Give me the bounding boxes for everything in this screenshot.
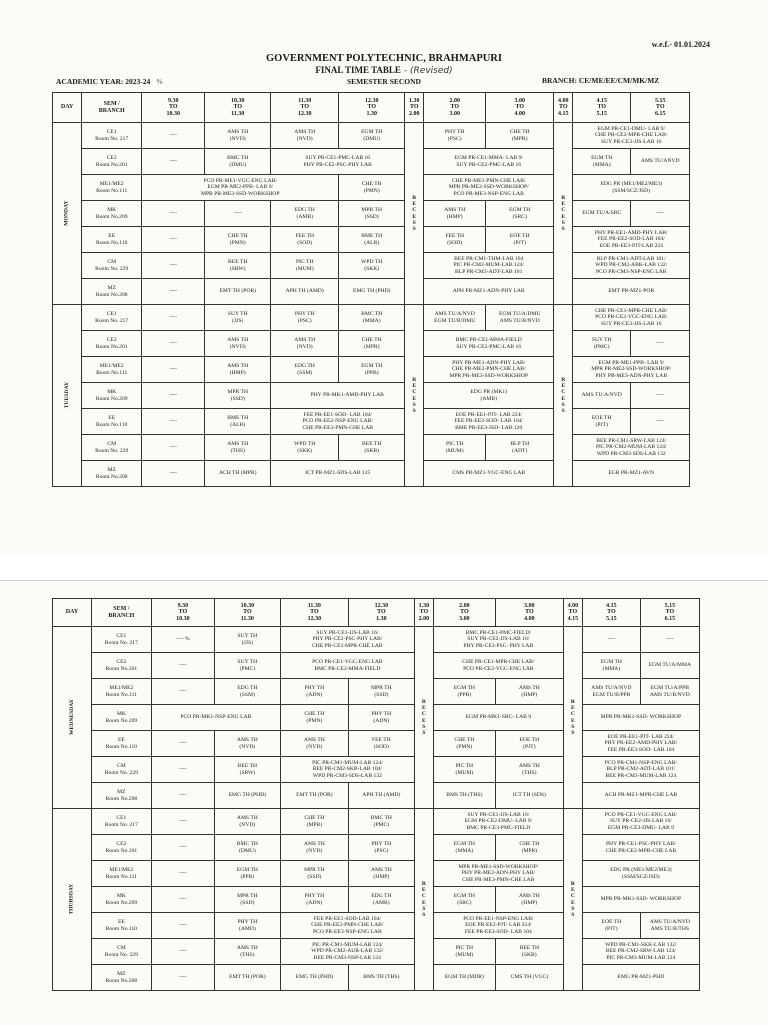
header-slot-1: 9.30 TO 10.30 <box>151 599 214 627</box>
timetable-cell: AMS TH (HMP) <box>205 357 271 383</box>
timetable-cell: SUY PR-CE1-JJS-LAB 16/ PHY PR-CE2-PSC-PHY LAB/ CHE PR-CE3-MPR-CHE LAB <box>280 627 414 653</box>
timetable-cell: PIC PR-CM1-MUM-LAB 124/ WPD PR-CM2-AUR-LAB 132/ BEE PR-CM3-NSP-LAB 124 <box>280 939 414 965</box>
table-row <box>53 175 690 201</box>
timetable-cell: EGM TU/A/DMU AMS TU/B/NVD <box>486 305 554 331</box>
timetable-cell: ---- <box>142 461 205 487</box>
timetable-cell: AMS TH (NVD) <box>271 331 339 357</box>
timetable-cell: EDG TH (AMB) <box>271 201 339 227</box>
header-sem-branch: SEM / BRANCH <box>91 599 151 627</box>
recess-cell: R E C E S S <box>563 627 582 809</box>
branch-cell: ME1/ME2 Room No.111 <box>91 679 151 705</box>
branch-cell: CM Room No. 229 <box>91 757 151 783</box>
table-row <box>53 705 700 731</box>
timetable-cell: BMC PR-CE1-MMA-FIELD SUY PR-CE2-PMC-LAB 16 <box>424 331 554 357</box>
timetable-cell: EGM TH (MDR) <box>433 965 495 991</box>
timetable-cell: BMC TH (PMC) <box>348 809 414 835</box>
timetable-cell: ---- <box>151 653 214 679</box>
timetable-cell: MPR TH (SSD) <box>205 383 271 409</box>
branch-cell: CE1 Room No. 217 <box>82 305 142 331</box>
timetable-cell: CMS PR-MZ1-VGC-ENG LAB <box>424 461 554 487</box>
timetable-cell: EGM PR-CE1-MMA- LAB 9/ SUY PR-CE2-PMC-LAB 16 <box>424 149 554 175</box>
day-wednesday <box>53 627 92 809</box>
timetable-cell: BEE TH (SKB) <box>339 435 405 461</box>
timetable-cell: AMS TU/A/NVD EGM TU/B/DMU <box>424 305 486 331</box>
timetable-cell: PCO PR-CE1-VGC-ENG LAB/ SUY PR-CE2-JJS-LAB 16/ EGM PR-CE3-DMU- LAB 9 <box>582 809 699 835</box>
timetable-cell: AMS TU/ANVD <box>631 149 690 175</box>
timetable-cell: EGM TH (MMA) <box>573 149 631 175</box>
timetable-cell: EMG TH (PHD) <box>339 279 405 305</box>
academic-year-mark: % <box>156 77 163 86</box>
table-row <box>53 331 690 357</box>
table-row <box>53 679 700 705</box>
table-row <box>53 861 700 887</box>
timetable-cell: EOE TH (PJT) <box>582 913 640 939</box>
timetable-cell: PHY TH (AMD) <box>214 913 280 939</box>
timetable-cell: EDG TH (SSM) <box>271 357 339 383</box>
timetable-cell: CMS TH (VGC) <box>495 965 563 991</box>
timetable-cell: PHY TH (ADN) <box>348 705 414 731</box>
timetable-cell: PCO PR-EE1-NSP-ENG LAB/ EOE PR-EE2-PJT- LAB 224/ FEE PR-EE3-SOD- LAB 104 <box>433 913 563 939</box>
timetable-cell: AMS TH (HMP) <box>348 861 414 887</box>
timetable-cell: PHY PR-ME1-ADN-PHY LAB/ CHE PR-ME2-PMN-CHE LAB/ MPR PR-ME3-SSD-WORKSHOP <box>424 357 554 383</box>
timetable-cell: AMS TH (HMP) <box>495 887 563 913</box>
header-day: DAY <box>53 93 82 123</box>
header-row <box>53 599 700 627</box>
branch-cell: MK Room No.209 <box>91 705 151 731</box>
branch-cell: EE Room No.110 <box>82 227 142 253</box>
table-row <box>53 461 690 487</box>
timetable-cell: SUY TH (JJS) <box>205 305 271 331</box>
timetable-cell: AMS TH (THS) <box>214 939 280 965</box>
branch-cell: CM Room No. 229 <box>82 253 142 279</box>
timetable-cell: BMC TH (DMU) <box>214 835 280 861</box>
timetable-cell: EOE PR-EE1-PJT- LAB 224/ PHY PR-EE2-AMD-PHY LAB/ FEE PR-EE3-SOD- LAB 104 <box>582 731 699 757</box>
timetable-cell: BLP PR-CM1-ADT-LAB 101/ WPD PR-CM2-ABK-LAB 132/ PCO PR-CM3-NSP-ENG LAB <box>573 253 690 279</box>
timetable-cell: ACH PR-MZ1-MPR-CHE LAB <box>582 783 699 809</box>
branch-cell: MZ Room No.208 <box>82 279 142 305</box>
header-slot-8: 4.00 TO 4.15 <box>563 599 582 627</box>
timetable-cell: SUY TH (PMC) <box>214 653 280 679</box>
timetable-cell: AMS TH (NVD) <box>280 835 348 861</box>
timetable-cell: ---- <box>631 331 690 357</box>
header-slot-7: 3.00 TO 4.00 <box>495 599 563 627</box>
header-slot-5: 1.30 TO 2.00 <box>414 599 433 627</box>
recess-cell: R E C E S S <box>405 305 424 487</box>
table-row <box>53 383 690 409</box>
timetable-cell: WPD PR-CM1-SKK-LAB 132/ BEE PR-CM2-SRW-LAB 124/ PIC PR-CM3-MUM-LAB 124 <box>582 939 699 965</box>
timetable-cell: ---- <box>205 201 271 227</box>
table-row <box>53 835 700 861</box>
timetable-cell: EMT TH (POR) <box>205 279 271 305</box>
timetable-cell: EMT TH (POR) <box>280 783 348 809</box>
timetable-cell: EOE TH (PJT) <box>495 731 563 757</box>
timetable-cell: WPD TH (SKK) <box>271 435 339 461</box>
branch-cell: CE1 Room No. 217 <box>82 123 142 149</box>
academic-year-label: ACADEMIC YEAR: 2023-24 <box>56 77 151 86</box>
timetable-cell: SUY TH (PMC) <box>573 331 631 357</box>
table-row <box>53 913 700 939</box>
timetable-page-2 <box>0 580 768 1025</box>
branch-cell: CM Room No. 229 <box>82 435 142 461</box>
branch-cell: EE Room No.110 <box>91 731 151 757</box>
timetable-cell: PHY PR-CE1-PSC-PHY LAB/ CHE PR-CE2-MPR-CHE LAB <box>582 835 699 861</box>
branch-cell: ME1/ME2 Room No.111 <box>82 175 142 201</box>
semester-label: SEMESTER SECOND <box>347 77 421 86</box>
timetable-cell: PIC PR-CM1-MUM-LAB 124/ BEE PR-CM2-SKB-LAB 104/ WPD PR-CM3-SDS-LAB 132 <box>280 757 414 783</box>
college-name: GOVERNMENT POLYTECHNIC, BRAHMAPURI <box>266 53 502 64</box>
header-slot-6: 2.00 TO 3.00 <box>433 599 495 627</box>
table-row <box>53 939 700 965</box>
table-row <box>53 653 700 679</box>
timetable-cell: PHY PR-MK1-AMD-PHY LAB <box>271 383 424 409</box>
timetable-cell: EOE PR-EE1-PJT- LAB 224/ FEE PR-EE2-SOD- LAB 104/ BME PR-EE3-JSD- LAB 120 <box>424 409 554 435</box>
timetable-cell: ---- <box>151 939 214 965</box>
table-row <box>53 253 690 279</box>
header-slot-4: 12.30 TO 1.30 <box>339 93 405 123</box>
timetable-cell: ---- <box>142 409 205 435</box>
timetable-cell: PIC TH (MUM) <box>433 757 495 783</box>
timetable-cell: CHE TH (PMN) <box>433 731 495 757</box>
timetable-cell: AMS TH (THS) <box>495 757 563 783</box>
timetable-cell: ---- <box>142 253 205 279</box>
timetable-cell: ---- <box>142 383 205 409</box>
header-slot-2: 10.30 TO 11.30 <box>214 599 280 627</box>
header-slot-4: 12.30 TO 1.30 <box>348 599 414 627</box>
timetable-cell: CHE TH (MPR) <box>486 123 554 149</box>
timetable-cell: AMS TH (NVD) <box>280 731 348 757</box>
timetable-cell: PHY TH (ADN) <box>280 887 348 913</box>
branch-cell: CM Room No. 229 <box>91 939 151 965</box>
timetable-cell: PCO PR-ME1-VGC-ENG LAB/ EGM PR-ME2-PPB- LAB 9/ MPR PR-ME3-SSD-WORKSHOP <box>142 175 339 201</box>
header-slot-3: 11.30 TO 12.30 <box>280 599 348 627</box>
table-row <box>53 227 690 253</box>
day-label: WEDNESDAY <box>68 699 75 736</box>
timetable-cell: AMS TH (THS) <box>205 435 271 461</box>
timetable-cell: BMS TH (THS) <box>348 965 414 991</box>
timetable-cell: EDG PR (ME1/ME2/ME3) (SSM/SCZ/JSD) <box>573 175 690 201</box>
timetable-cell: ---- <box>142 149 205 175</box>
timetable-cell: EGM TH (MMA) <box>433 835 495 861</box>
timetable-cell: PHY TH (PSC) <box>348 835 414 861</box>
timetable-cell: CHE PR-CE1-MPR-CHE LAB/ PCO PR-CE2-VGC-ENG LAB/ SUY PR-CE3-JJS-LAB 16 <box>573 305 690 331</box>
timetable-cell: FEE PR-EE1-SOD-LAB 104/ CHE PR-EE2-PMN-CHE LAB/ PCO PR-EE3-NSP-ENG LAB <box>280 913 414 939</box>
day-thursday <box>53 809 92 991</box>
branch-cell: CE2 Room No.201 <box>91 835 151 861</box>
timetable-cell: AMS TH (HMP) <box>424 201 486 227</box>
timetable-cell: EOE TH (PJT) <box>573 409 631 435</box>
table-row <box>53 279 690 305</box>
timetable-cell: EGM TH (PPB) <box>339 357 405 383</box>
branch-cell: EE Room No.110 <box>91 913 151 939</box>
timetable-cell: PCO PR-CM1-NSP-ENG LAB/ BLP PR-CM2-ADT-LAB 101/ BEE PR-CM3-MUM-LAB 124 <box>582 757 699 783</box>
timetable-cell: EGM TU/A/MMA <box>640 653 699 679</box>
header-slot-8: 4.00 TO 4.15 <box>554 93 573 123</box>
header-slot-9: 4.15 TO 5.15 <box>573 93 631 123</box>
timetable-cell: EDG PR (MK1) (AMB) <box>424 383 554 409</box>
timetable-cell: BMS TH (THS) <box>433 783 495 809</box>
timetable-cell: EGM TH (SRC) <box>433 887 495 913</box>
timetable-cell: ---- <box>151 783 214 809</box>
timetable-cell: ---- <box>151 731 214 757</box>
day-label: THURSDAY <box>68 884 75 915</box>
timetable-cell: MPR TH (SSD) <box>348 679 414 705</box>
header-slot-5: 1.30 TO 2.00 <box>405 93 424 123</box>
table-row <box>53 783 700 809</box>
timetable-cell: EGM TH (DMU) <box>339 123 405 149</box>
table-row <box>53 757 700 783</box>
timetable-cell: CHE TH (MPR) <box>280 809 348 835</box>
branch-cell: CE2 Room No.201 <box>91 653 151 679</box>
table-row <box>53 627 700 653</box>
header-sem-branch: SEM / BRANCH <box>82 93 142 123</box>
table-row <box>53 357 690 383</box>
recess-cell: R E C E S S <box>405 123 424 305</box>
branch-label: BRANCH: CE/ME/EE/CM/MK/MZ <box>542 76 660 85</box>
timetable-cell: ACH TH (MPR) <box>205 461 271 487</box>
revised-note: - (Revised) <box>403 66 453 76</box>
timetable-cell: AMS TH (HMP) <box>495 679 563 705</box>
branch-cell: CE2 Room No.201 <box>82 149 142 175</box>
timetable-cell: EMG PR-MZ1-PHD <box>582 965 699 991</box>
timetable-cell: ---- <box>142 123 205 149</box>
timetable-cell: FEE TH (SOD) <box>271 227 339 253</box>
timetable-cell: FEE PR-EE1-SOD- LAB 104/ PCO PR-EE2-NSP-ENG LAB/ CHE PR-EE3-PMN-CHE LAB <box>271 409 405 435</box>
timetable-cell: PHY TH (PSC) <box>424 123 486 149</box>
table-row <box>53 123 690 149</box>
timetable-cell: MPR PR-ME1-SSD-WORKSHOP/ PHY PR-ME2-ADN-PHY LAB/ CHE PR-ME3-PMN-CHE LAB <box>433 861 563 887</box>
timetable-cell: APH TH (AMD) <box>348 783 414 809</box>
timetable-cell: EMG TH (PHD) <box>214 783 280 809</box>
branch-cell: MZ Room No.208 <box>91 965 151 991</box>
branch-cell: ME1/ME2 Room No.111 <box>82 357 142 383</box>
timetable-cell: AMS TU/A/NVD AMS TU/B/THS <box>640 913 699 939</box>
timetable-cell: WPD TH (SKK) <box>339 253 405 279</box>
timetable-cell: AMS TH (NVD) <box>214 731 280 757</box>
timetable-cell: CHE PR-CE1-MPR-CHE LAB/ PCO PR-CE2-VGC-ENG LAB <box>433 653 563 679</box>
timetable-cell: EGM TU/A/SRC <box>573 201 631 227</box>
timetable-cell: PCO PR-CE1-VGC-ENG LAB BMC PR-CE2-MMA-FIELD <box>280 653 414 679</box>
timetable-cell: EGM TH (PPB) <box>214 861 280 887</box>
timetable-cell: AMS TH (NVD) <box>271 123 339 149</box>
timetable-cell: ---- <box>631 409 690 435</box>
timetable-cell: CHE PR-ME1-PMN-CHE LAB/ MPR PR-ME2-SSD-WORKSHOP/ PCO PR-ME3-NSP-ENG LAB <box>424 175 554 201</box>
timetable-cell: ---- <box>582 627 640 653</box>
day-label: TUESDAY <box>64 382 71 409</box>
timetable-cell: ---- <box>142 357 205 383</box>
header-slot-1: 9.30 TO 10.30 <box>142 93 205 123</box>
timetable-cell: MPR TH (SSD) <box>280 861 348 887</box>
timetable-cell: FEE TH (SOD) <box>424 227 486 253</box>
branch-cell: MK Room No.209 <box>82 201 142 227</box>
timetable-cell: BLP TH (ADT) <box>486 435 554 461</box>
timetable-cell: APH PR-MZ1-ADN-PHY LAB <box>424 279 554 305</box>
timetable-cell: ---- <box>151 887 214 913</box>
header-slot-10: 5.15 TO 6.15 <box>631 93 690 123</box>
timetable-cell: CHE TH (PMN) <box>205 227 271 253</box>
timetable-cell: PHY TH (PSC) <box>271 305 339 331</box>
timetable-cell: AMS TH (NVD) <box>205 331 271 357</box>
header-slot-9: 4.15 TO 5.15 <box>582 599 640 627</box>
timetable-cell: BEE TH (SRW) <box>214 757 280 783</box>
timetable-cell: EDG TH (SSM) <box>214 679 280 705</box>
timetable-wed-thu <box>52 598 700 991</box>
day-tuesday <box>53 305 82 487</box>
header-slot-7: 3.00 TO 4.00 <box>486 93 554 123</box>
timetable-cell: ---- <box>151 809 214 835</box>
timetable-cell: MPR TH (SSD) <box>214 887 280 913</box>
timetable-cell: ---- <box>142 435 205 461</box>
timetable-cell: MPR TH (SSD) <box>339 201 405 227</box>
timetable-cell: EGR PR-MZ1-AVN <box>573 461 690 487</box>
timetable-cell: PCO PR-MK1-NSP-ENG LAB <box>151 705 280 731</box>
timetable-cell: ---- <box>142 279 205 305</box>
timetable-cell: ICT PR-MZ1-SDS-LAB 125 <box>271 461 405 487</box>
timetable-cell: PIC TH (MUM) <box>424 435 486 461</box>
branch-cell: CE2 Room No.201 <box>82 331 142 357</box>
recess-cell: R E C E S S <box>563 809 582 991</box>
recess-cell: R E C E S S <box>414 809 433 991</box>
branch-cell: EE Room No.110 <box>82 409 142 435</box>
timetable-cell: ---- <box>151 861 214 887</box>
branch-cell: CE1 Room No. 217 <box>91 627 151 653</box>
timetable-cell: BMC TH (DMU) <box>205 149 271 175</box>
timetable-cell: EMT TH (POR) <box>214 965 280 991</box>
day-monday <box>53 123 82 305</box>
timetable-cell: EOE TH (PJT) <box>486 227 554 253</box>
academic-year <box>56 77 163 86</box>
timetable-cell: ---- <box>631 201 690 227</box>
branch-cell: MZ Room No.208 <box>91 783 151 809</box>
timetable-cell: BME TH (ALR) <box>205 409 271 435</box>
timetable-cell: BEE TH (SKB) <box>495 939 563 965</box>
timetable-cell: EGM PR-ME1-PPB- LAB 9/ MPR PR-ME2-SSD-WORKSHOP/ PHY PR-ME3-ADN-PHY LAB <box>573 357 690 383</box>
timetable-cell: BMC PR-CE1-PMC-FIELD/ SUY PR-CE2-JJS-LAB 16/ PHY PR-CE3-PSC- PHY LAB <box>433 627 563 653</box>
timetable-cell: BEE TH (SRW) <box>205 253 271 279</box>
table-row <box>53 149 690 175</box>
timetable-cell: EGM PR-MK1-SRC- LAB 9 <box>433 705 563 731</box>
branch-cell: MK Room No.209 <box>82 383 142 409</box>
timetable-cell: ---- <box>142 305 205 331</box>
timetable-cell: BEE PR-CM1-THM-LAB 104 PIC PR-CM2-MUM-LAB 124/ BLP PR-CM3-ADT-LAB 101 <box>424 253 554 279</box>
branch-cell: MK Room No.209 <box>91 887 151 913</box>
timetable-cell: BEE PR-CM1-SRW-LAB 124/ PIC PR-CM2-MUM-LAB 124/ WPD PR-CM3-SDS-LAB 132 <box>573 435 690 461</box>
timetable-cell: CHE TH (MPR) <box>495 835 563 861</box>
timetable-cell: APH TH (AMD) <box>271 279 339 305</box>
table-row <box>53 305 690 331</box>
timetable-cell: EGM TH (PPB) <box>433 679 495 705</box>
timetable-cell: ---- <box>640 627 699 653</box>
header-slot-3: 11.30 TO 12.30 <box>271 93 339 123</box>
timetable-cell: EGM TH (MMA) <box>582 653 640 679</box>
table-row <box>53 965 700 991</box>
branch-cell: CE1 Room No. 217 <box>91 809 151 835</box>
timetable-cell: ---- <box>151 965 214 991</box>
timetable-cell: EMT PR-MZ1-POR <box>573 279 690 305</box>
timetable-mon-tue <box>52 92 690 487</box>
timetable-cell: SUY PR-CE1-JJS-LAB 16/ EGM PR-CE2-DMU- LAB 9/ BMC PR-CE3-PMC-FIELD <box>433 809 563 835</box>
timetable-cell: SUY PR-CE1-PMC-LAB 16 PHY PR-CE2-PSC-PHY LAB <box>271 149 405 175</box>
timetable-cell: EGM TH (SRC) <box>486 201 554 227</box>
day-label: MONDAY <box>64 200 71 227</box>
timetable-cell: ---- <box>142 201 205 227</box>
timetable-cell: FEE TH (SOD) <box>348 731 414 757</box>
timetable-cell: CHE TH (MPR) <box>339 331 405 357</box>
timetable-cell: ---- <box>151 679 214 705</box>
timetable-cell: ---- <box>151 757 214 783</box>
timetable-cell: ---- <box>142 331 205 357</box>
timetable-cell: MPR PR-MK1-SSD- WORKSHOP <box>582 887 699 913</box>
timetable-cell: PIC TH (MUM) <box>433 939 495 965</box>
timetable-cell: ---- % <box>151 627 214 653</box>
table-row <box>53 201 690 227</box>
timetable-cell: ---- <box>151 835 214 861</box>
branch-cell: MZ Room No.208 <box>82 461 142 487</box>
header-slot-6: 2.00 TO 3.00 <box>424 93 486 123</box>
recess-cell: R E C E S S <box>554 123 573 305</box>
timetable-cell: PIC TH (MUM) <box>271 253 339 279</box>
effective-date: w.e.f.- 01.01.2024 <box>651 40 710 49</box>
timetable-cell: EDG PR (ME1/ME2/ME3) (SSM/SCZ/JSD) <box>582 861 699 887</box>
branch-cell: ME1/ME2 Room No.111 <box>91 861 151 887</box>
recess-cell: R E C E S S <box>414 627 433 809</box>
recess-cell: R E C E S S <box>554 305 573 487</box>
timetable-cell: ICT TH (SDS) <box>495 783 563 809</box>
timetable-title <box>0 65 768 76</box>
table-row <box>53 887 700 913</box>
timetable-cell: EDG TH (AMB) <box>348 887 414 913</box>
timetable-cell: AMS TU/A/NVD <box>573 383 631 409</box>
timetable-cell: BMC TH (MMA) <box>339 305 405 331</box>
header-slot-10: 5.15 TO 6.15 <box>640 599 699 627</box>
table-row <box>53 435 690 461</box>
table-row <box>53 731 700 757</box>
timetable-cell: AMS TH (NVD) <box>205 123 271 149</box>
timetable-cell: PHY PR-EE1-AMD-PHY LAB/ FEE PR-EE2-SOD-LAB 104/ EOE PR-EE3-PJT-LAB 224 <box>573 227 690 253</box>
timetable-cell: PHY TH (ADN) <box>280 679 348 705</box>
timetable-cell: BME TH (ALR) <box>339 227 405 253</box>
timetable-cell: AMS TU/A/NVD EGM TU/B/PPB <box>582 679 640 705</box>
timetable-cell: CHE TH (PMN) <box>280 705 348 731</box>
final-title: FINAL TIME TABLE <box>315 65 401 75</box>
table-row <box>53 809 700 835</box>
timetable-cell: SUY TH (JJS) <box>214 627 280 653</box>
timetable-cell: CHE TH (PMN) <box>339 175 405 201</box>
table-row <box>53 409 690 435</box>
timetable-cell: ---- <box>631 383 690 409</box>
timetable-cell: MPR PR-MK1-SSD- WORKSHOP <box>582 705 699 731</box>
timetable-cell: EGM PR-CE1-DMU- LAB 9/ CHE PR-CE2-MPR-CHE LAB/ SUY PR-CE3-JJS-LAB 16 <box>573 123 690 149</box>
timetable-cell: AMS TH (NVD) <box>214 809 280 835</box>
header-row <box>53 93 690 123</box>
timetable-cell: ---- <box>142 227 205 253</box>
header-slot-2: 10.30 TO 11.30 <box>205 93 271 123</box>
header-day: DAY <box>53 599 92 627</box>
timetable-cell: EMG TH (PHD) <box>280 965 348 991</box>
timetable-cell: ---- <box>151 913 214 939</box>
timetable-cell: EGM TU/A/PPB AMS TU/B/NVD <box>640 679 699 705</box>
